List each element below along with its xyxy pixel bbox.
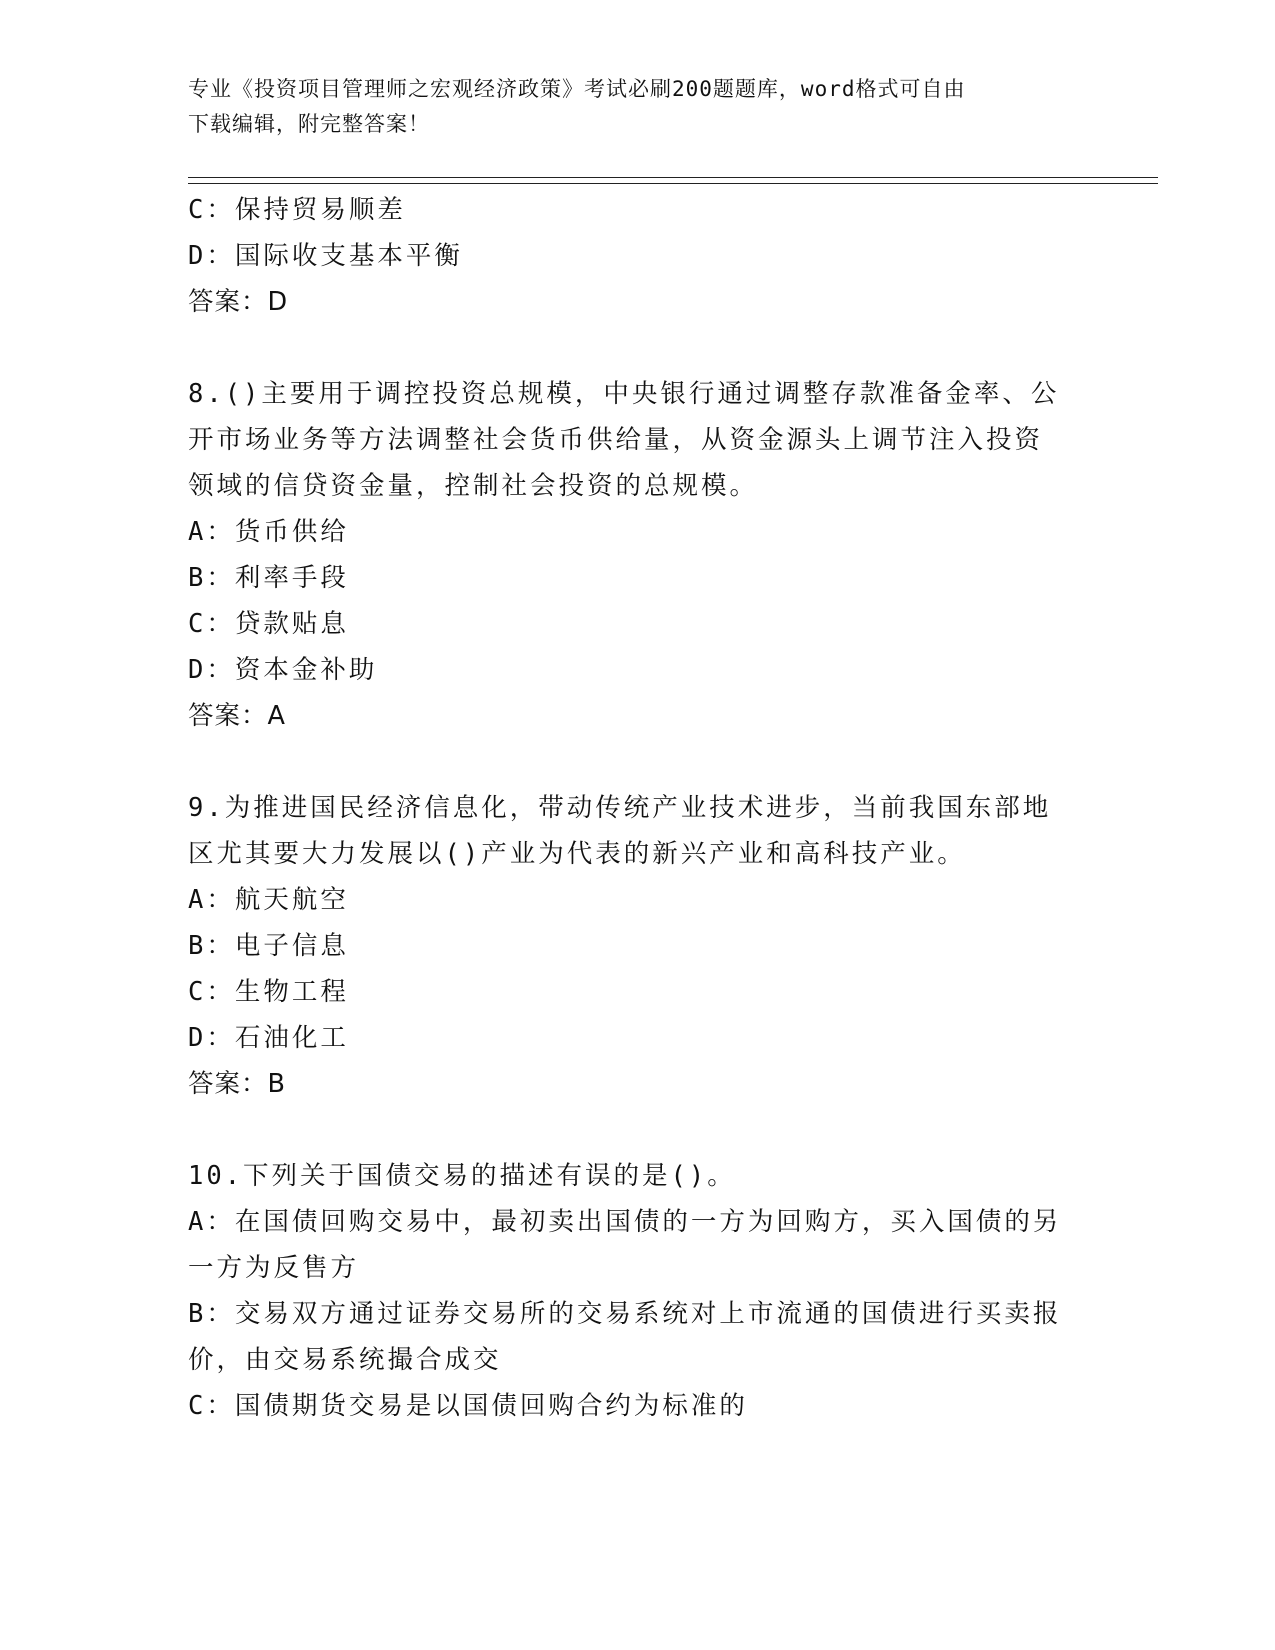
q8-stem-line-1: 8.()主要用于调控投资总规模，中央银行通过调整存款准备金率、公 <box>188 379 1060 409</box>
q8-option-a: A：货币供给 <box>188 517 349 547</box>
q9-answer: 答案：B <box>188 1069 286 1099</box>
q9-stem-line-2: 区尤其要大力发展以()产业为代表的新兴产业和高科技产业。 <box>188 839 966 869</box>
q9-stem-line-1: 9.为推进国民经济信息化，带动传统产业技术进步，当前我国东部地 <box>188 793 1052 823</box>
q8-stem-line-2: 开市场业务等方法调整社会货币供给量，从资金源头上调节注入投资 <box>188 425 1044 455</box>
q9-option-a: A：航天航空 <box>188 885 349 915</box>
q10-option-c: C：国债期货交易是以国债回购合约为标准的 <box>188 1391 748 1421</box>
document-header <box>188 72 1068 142</box>
q8-option-c: C：贷款贴息 <box>188 609 349 639</box>
q9-option-b: B：电子信息 <box>188 931 349 961</box>
q10-option-b-line-2: 价，由交易系统撮合成交 <box>188 1345 502 1375</box>
document-body <box>188 187 1088 1429</box>
q8-answer: 答案：A <box>188 701 286 731</box>
q7-answer: 答案：D <box>188 287 289 317</box>
spacer <box>188 1107 1088 1153</box>
q8-stem-line-3: 领域的信贷资金量，控制社会投资的总规模。 <box>188 471 759 501</box>
spacer <box>188 325 1088 371</box>
q10-stem: 10.下列关于国债交易的描述有误的是()。 <box>188 1161 736 1191</box>
header-line-1: 专业《投资项目管理师之宏观经济政策》考试必刷200题题库，word格式可自由 <box>188 77 966 101</box>
q9-option-d: D：石油化工 <box>188 1023 349 1053</box>
q10-option-a-line-2: 一方为反售方 <box>188 1253 360 1283</box>
spacer <box>188 739 1088 785</box>
q10-option-b-line-1: B：交易双方通过证券交易所的交易系统对上市流通的国债进行买卖报 <box>188 1299 1062 1329</box>
q7-option-c: C：保持贸易顺差 <box>188 195 406 225</box>
header-divider <box>188 177 1158 184</box>
q10-option-a-line-1: A：在国债回购交易中，最初卖出国债的一方为回购方，买入国债的另 <box>188 1207 1062 1237</box>
header-line-2: 下载编辑，附完整答案！ <box>188 112 430 136</box>
q9-option-c: C：生物工程 <box>188 977 349 1007</box>
q8-option-d: D：资本金补助 <box>188 655 378 685</box>
q8-option-b: B：利率手段 <box>188 563 349 593</box>
q7-option-d: D：国际收支基本平衡 <box>188 241 463 271</box>
